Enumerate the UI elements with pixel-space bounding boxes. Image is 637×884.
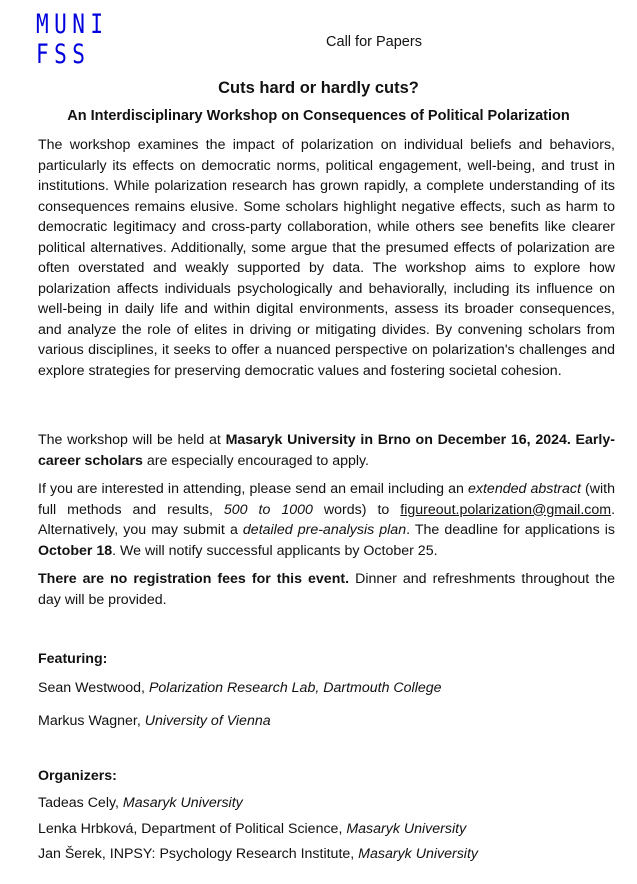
page-title: Cuts hard or hardly cuts? [218,79,419,97]
text: . The deadline for applications is [406,522,615,538]
organizers-heading: Organizers: [38,768,117,784]
text: Dinner and refreshments throughout the day will be provided. [38,571,615,608]
logo-line-1: MUNI [36,9,109,40]
fees-paragraph [38,569,615,610]
call-for-papers-label: Call for Papers [326,34,422,50]
text: Markus Wagner, [38,713,145,729]
text: Masaryk University [358,846,478,862]
text: . Alternatively, you may submit a [38,501,616,538]
organizer [38,844,478,864]
text: Masaryk University [346,821,467,837]
text: Sean Westwood, [38,680,149,696]
deadline: October 18 [38,542,113,559]
text: University of Vienna [144,713,271,729]
text: detailed pre-analysis plan [242,522,407,538]
text: Jan Šerek, INPSY: Psychology Research Institute, [38,846,359,862]
text: Polarization Research Lab, Dartmouth College [148,680,442,696]
text: (with full methods and results, [38,481,615,518]
text: Lenka Hrbková, Department of Political Science, [38,821,347,837]
featured-speaker [38,711,271,731]
organizer [38,793,243,813]
email-link[interactable]: figureout.polarization@gmail.com [400,501,612,518]
featuring-heading: Featuring: [38,651,108,667]
text: Tadeas Cely, [38,795,123,811]
text: There are no registration fees for this event. [38,571,350,587]
text: Masaryk University [122,795,243,811]
venue-paragraph [38,430,615,471]
text: words) to [312,501,401,518]
text: are especially encouraged to apply. [142,452,369,469]
intro-paragraph: The workshop examines the impact of polarization on individual beliefs and behaviors, particularly its effects on democratic norms, political engagement, well-being, and trust in institutions. While polarization research has grown rapidly, a complete understanding of its consequences remains elusive. Some scholars highlight negative effects, such as harm to democratic legitimacy and cross-party collaboration, while others see benefits like clearer political alternatives. Additionally, some argue that the presumed effects of polarization are often overstated and weakly supported by data. The workshop aims to explore how polarization affects individuals psychologically and behaviorally, including its influence on well-being in daily life and within digital environments, assess its broader consequences, and analyze the role of elites in driving or mitigating divides. By convening scholars from various disciplines, it seeks to offer a nuanced perspective on polarization's challenges and explore strategies for preserving democratic values and fostering societal cohesion. [38,137,615,379]
text: If you are interested in attending, please send an email including an [38,481,468,497]
text: . We will notify successful applicants by October 25. [112,542,438,559]
application-paragraph [38,479,615,561]
text: extended abstract [468,481,581,497]
logo-line-2: FSS [36,39,91,70]
page-subtitle: An Interdisciplinary Workshop on Consequences of Political Polarization [67,108,570,124]
featured-speaker [38,678,442,698]
early-career-text: Early-career scholars [38,432,615,469]
venue-date: Masaryk University in Brno on December 16, 2024. [225,432,571,448]
organizer [38,819,466,839]
text: 500 to 1000 [223,501,313,518]
text: The workshop will be held at [38,432,226,448]
